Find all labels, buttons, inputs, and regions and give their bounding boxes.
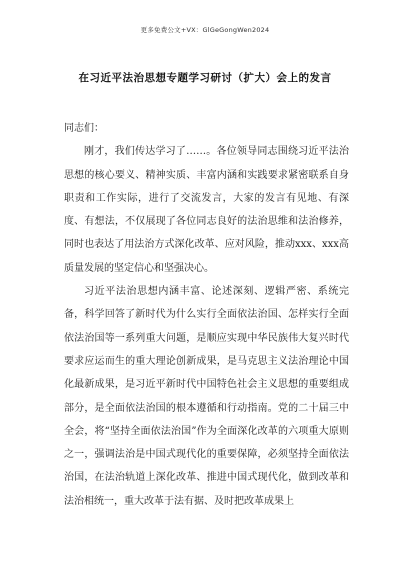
- salutation: 同志们：: [64, 123, 104, 134]
- paragraph-2: 习近平法治思想内涵丰富、论述深刻、逻辑严密、系统完备，科学回答了新时代为什么实行全面依法治国、怎样实行全面依法治国等一系列重大问题，是顺应实现中华民族伟大复兴时代要求应运而生的重大理论创新成果，是马克思主义法治理论中国化最新成果，是习近平新时代中国特色社会主义思想的重要组成部分，是全面依法治国的根本遵循和行动指南。党的二十届三中全会，将“坚持全面依法治国”作为全面深化改革的六项重大原则之一，强调法治是中国式现代化的重要保障，必须坚持全面依法治国，在法治轨道上深化改革、推进中国式现代化，做到改革和法治相统一，重大改革于法有据、及时把改革成果上: [64, 286, 349, 507]
- paragraph-1: 刚才，我们传达学习了……。各位领导同志围绕习近平法治思想的核心要义、精神实质、丰富内涵和实践要求紧密联系自身职责和工作实际，进行了交流发言，大家的发言有见地、有深度、有想法，不仅展现了各位同志良好的法治思维和法治修养，同时也表达了用法治方式深化改革、应对风险，推动xxx、xxx高质量发展的坚定信心和坚强决心。: [64, 146, 349, 274]
- header-watermark: 更多免费公文+VX：GlGeGongWen2024: [140, 26, 270, 34]
- document-body: [64, 117, 349, 513]
- document-title: 在习近平法治思想专题学习研讨（扩大）会上的发言: [78, 72, 332, 84]
